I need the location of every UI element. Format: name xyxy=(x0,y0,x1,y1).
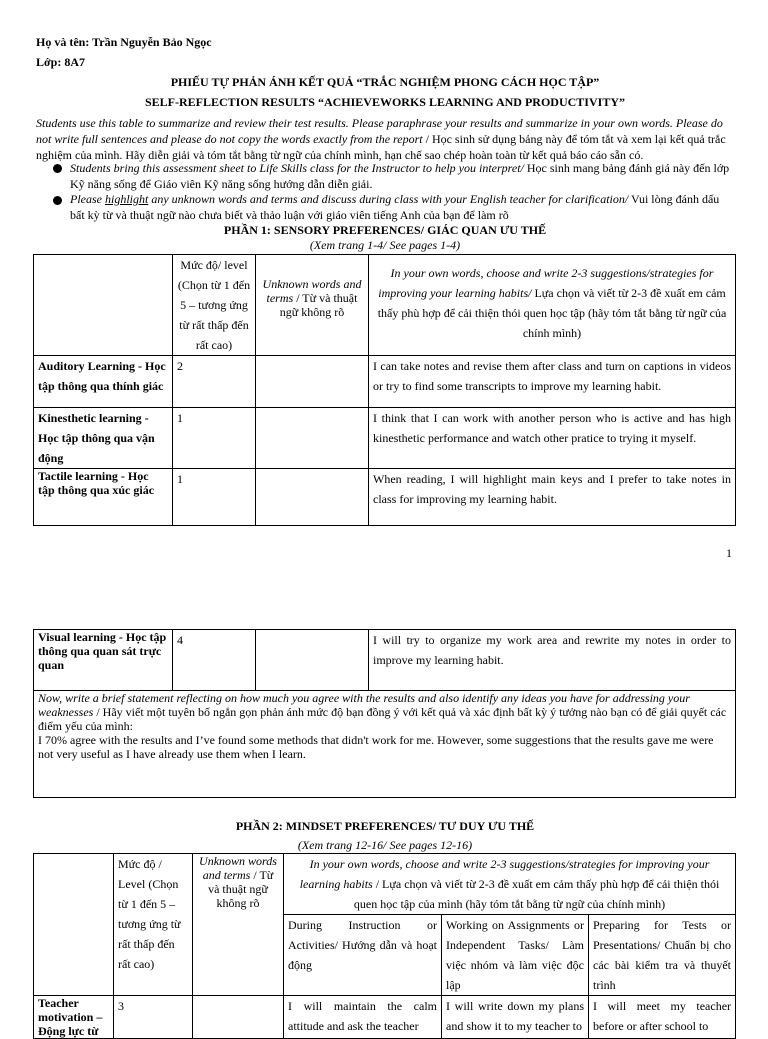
title-english: SELF-REFLECTION RESULTS “ACHIEVEWORKS LEARNING AND PRODUCTIVITY” xyxy=(145,95,625,109)
table-row xyxy=(34,408,736,469)
bullet-2-english-pre: Please xyxy=(70,192,105,206)
class-label: Lớp: xyxy=(36,55,62,69)
bullet-icon xyxy=(53,164,62,173)
part2-header-level: Mức độ / Level (Chọn từ 1 đến 5 – tương ứng từ rất thấp đến rất cao) xyxy=(114,854,193,996)
student-name xyxy=(36,34,212,50)
bullet-2-highlight: highlight xyxy=(105,192,149,206)
part1-table-continued xyxy=(33,629,736,798)
reflection-cell xyxy=(34,691,736,798)
part2-title: PHẦN 2: MINDSET PREFERENCES/ TƯ DUY ƯU THẾ xyxy=(235,819,535,833)
intro-vietnamese: / Học sinh sử dụng bảng này để tóm tắt và xem lại kết quả trắc nghiệm của mình. Hãy diễn giải và tóm tắt bằng từ ngữ của chính mình, hạn chế sao chép hoàn toàn từ kết quả báo cáo sẵn có. xyxy=(36,132,726,162)
row-suggestion: When reading, I will highlight main keys and I prefer to take notes in class for improving my learning habit. xyxy=(369,469,736,526)
row-unknown[interactable] xyxy=(256,408,369,469)
part2-header-unknown: Unknown words and terms / Từ và thuật ngữ không rõ xyxy=(193,854,284,996)
row-label: Tactile learning - Học tập thông qua xúc giác xyxy=(34,469,173,526)
row-level: 1 xyxy=(173,408,256,469)
row-suggestion: I can take notes and revise them after class and turn on captions in videos or try to find some transcripts to improve my learning habit. xyxy=(369,356,736,408)
page-number: 1 xyxy=(726,546,732,560)
part2-pages: (Xem trang 12-16/ See pages 12-16) xyxy=(297,838,473,852)
part1-header-level: Mức độ/ level (Chọn từ 1 đến 5 – tương ứng từ rất thấp đến rất cao) xyxy=(173,255,256,356)
table-row xyxy=(34,356,736,408)
row-unknown[interactable] xyxy=(256,356,369,408)
student-class xyxy=(36,54,85,70)
part1-title: PHẦN 1: SENSORY PREFERENCES/ GIÁC QUAN ƯU THẾ xyxy=(223,223,547,237)
row-suggestion: I will try to organize my work area and rewrite my notes in order to improve my learning habit. xyxy=(369,630,736,691)
reflection-answer[interactable]: I 70% agree with the results and I’ve found some methods that didn't work for me. However, some suggestions that the results gave me were not very useful as I have already use them when I learn. xyxy=(38,733,714,761)
row-label: Teacher motivation – Động lực từ xyxy=(34,996,114,1039)
part1-header-empty xyxy=(34,255,173,356)
subheader-instruction: During Instruction or Activities/ Hướng dẫn và hoạt động xyxy=(284,915,442,996)
name-value: Trần Nguyễn Bảo Ngọc xyxy=(92,35,212,49)
row-level: 3 xyxy=(114,996,193,1039)
bullet-2-vietnamese: Vui lòng đánh dấu bất kỳ từ và thuật ngữ nào chưa biết và thảo luận với giáo viên tiếng Anh của bạn để làm rõ xyxy=(70,192,720,222)
row-unknown[interactable] xyxy=(193,996,284,1039)
row-assignments: I will write down my plans and show it to my teacher to xyxy=(442,996,589,1039)
subheader-tests: Preparing for Tests or Presentations/ Chuẩn bị cho các bài kiểm tra và thuyết trình xyxy=(589,915,736,996)
part1-header-unknown: Unknown words and terms / Từ và thuật ngữ không rõ xyxy=(256,255,369,356)
bullet-icon xyxy=(53,196,62,205)
intro-english: Students use this table to summarize and review their test results. Please paraphrase your results and summarize in your own words. Please do not write full sentences and please do not copy the words exactly from the report xyxy=(36,116,723,146)
part1-table xyxy=(33,254,736,526)
row-label: Kinesthetic learning - Học tập thông qua vận động xyxy=(34,408,173,469)
row-unknown[interactable] xyxy=(256,630,369,691)
intro-paragraph xyxy=(36,115,734,163)
bullet-2-english: any unknown words and terms and discuss during class with your English teacher for clarification/ xyxy=(148,192,629,206)
name-label: Họ và tên: xyxy=(36,35,90,49)
bullet-item-1 xyxy=(70,160,734,192)
part1-header-row xyxy=(34,255,736,356)
part2-header-empty xyxy=(34,854,114,996)
bullet-1-english: Students bring this assessment sheet to Life Skills class for the Instructor to help you interpret/ xyxy=(70,161,524,175)
part2-header-suggest: In your own words, choose and write 2-3 suggestions/strategies for improving your learning habits / Lựa chọn và viết từ 2-3 đề xuất em cảm thấy phù hợp để cải thiện thói quen học tập của mình (hãy tóm tắt bằng từ ngữ của chính mình) xyxy=(284,854,736,915)
reflection-prompt-english: Now, write a brief statement reflecting on how much you agree with the results and also identify any ideas you have for addressing your weaknesses xyxy=(38,691,690,719)
part1-header-suggest: In your own words, choose and write 2-3 suggestions/strategies for improving your learning habits/ Lựa chọn và viết từ 2-3 đề xuất em cảm thấy phù hợp để cải thiện thói quen học tập (hãy tóm tắt bằng từ ngữ của chính mình) xyxy=(369,255,736,356)
row-label: Auditory Learning - Học tập thông qua thính giác xyxy=(34,356,173,408)
bullet-item-2 xyxy=(70,191,734,223)
row-level: 1 xyxy=(173,469,256,526)
table-row xyxy=(34,469,736,526)
row-label: Visual learning - Học tập thông qua quan sát trực quan xyxy=(34,630,173,691)
row-tests: I will meet my teacher before or after school to xyxy=(589,996,736,1039)
table-row xyxy=(34,996,736,1039)
row-level: 4 xyxy=(173,630,256,691)
reflection-prompt-vietnamese: / Hãy viết một tuyên bố ngắn gọn phản ánh mức độ bạn đồng ý với kết quả và xác định bất kỳ ý tưởng nào bạn có để giải quyết các điểm yếu của mình: xyxy=(38,705,727,733)
reflection-row xyxy=(34,691,736,798)
row-instruction: I will maintain the calm attitude and ask the teacher xyxy=(284,996,442,1039)
class-value: 8A7 xyxy=(64,55,85,69)
title-vietnamese: PHIẾU TỰ PHẢN ÁNH KẾT QUẢ “TRẮC NGHIỆM PHONG CÁCH HỌC TẬP” xyxy=(170,75,600,89)
part2-table xyxy=(33,853,736,1039)
row-level: 2 xyxy=(173,356,256,408)
part1-pages: (Xem trang 1-4/ See pages 1-4) xyxy=(309,238,461,252)
table-row xyxy=(34,630,736,691)
row-suggestion: I think that I can work with another person who is active and has high kinesthetic performance and watch other pratice to trying it myself. xyxy=(369,408,736,469)
part2-header-row xyxy=(34,854,736,915)
row-unknown[interactable] xyxy=(256,469,369,526)
bullet-1-vietnamese: Học sinh mang bảng đánh giá này đến lớp Kỹ năng sống để Giáo viên Kỹ năng sống hướng dẫn diễn giải. xyxy=(70,161,730,191)
subheader-assignments: Working on Assignments or Independent Tasks/ Làm việc nhóm và làm việc độc lập xyxy=(442,915,589,996)
